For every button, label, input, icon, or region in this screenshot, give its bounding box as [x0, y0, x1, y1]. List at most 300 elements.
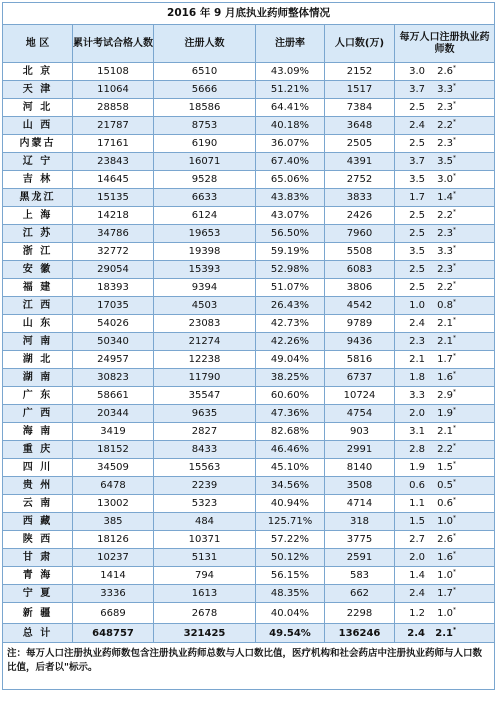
registered-cell: 18586 [154, 99, 256, 117]
ratio-cell [395, 153, 495, 171]
region-cell: 四 川 [3, 459, 73, 477]
region-cell: 内蒙古 [3, 135, 73, 153]
registered-cell: 2827 [154, 423, 256, 441]
ratio-cell [395, 441, 495, 459]
header-cumulative: 累计考试合格人数 [73, 25, 154, 63]
ratio-marked: 2.6 [437, 66, 453, 77]
registered-cell: 5131 [154, 549, 256, 567]
rate-cell: 40.04% [256, 603, 325, 624]
rate-cell: 49.04% [256, 351, 325, 369]
ratio-marked: 1.0 [437, 516, 453, 527]
region-cell: 浙 江 [3, 243, 73, 261]
ratio-star: * [453, 532, 456, 540]
table-row [3, 315, 495, 333]
total-ratio-all: 2.4 [407, 627, 425, 639]
ratio-all: 1.1 [409, 498, 425, 509]
ratio-cell [395, 135, 495, 153]
rate-cell: 67.40% [256, 153, 325, 171]
registered-cell: 5666 [154, 81, 256, 99]
region-cell: 宁 夏 [3, 585, 73, 603]
ratio-cell [395, 495, 495, 513]
ratio-star: * [453, 514, 456, 522]
rate-cell: 45.10% [256, 459, 325, 477]
region-cell: 黑龙江 [3, 189, 73, 207]
region-cell: 甘 肃 [3, 549, 73, 567]
ratio-all: 1.5 [409, 516, 425, 527]
ratio-cell [395, 405, 495, 423]
rate-cell: 65.06% [256, 171, 325, 189]
cumulative-cell: 6478 [73, 477, 154, 495]
population-cell: 583 [325, 567, 395, 585]
table-row [3, 261, 495, 279]
region-cell: 广 东 [3, 387, 73, 405]
ratio-marked: 1.0 [437, 570, 453, 581]
population-cell: 2591 [325, 549, 395, 567]
ratio-star: * [453, 334, 456, 342]
population-cell: 2752 [325, 171, 395, 189]
region-cell: 海 南 [3, 423, 73, 441]
cumulative-cell: 24957 [73, 351, 154, 369]
ratio-all: 3.5 [409, 174, 425, 185]
ratio-cell [395, 261, 495, 279]
table-row [3, 153, 495, 171]
rate-cell: 56.15% [256, 567, 325, 585]
ratio-star: * [453, 172, 456, 180]
table-row [3, 405, 495, 423]
ratio-cell [395, 513, 495, 531]
ratio-marked: 0.5 [437, 480, 453, 491]
ratio-all: 2.4 [409, 318, 425, 329]
rate-cell: 51.21% [256, 81, 325, 99]
region-cell: 吉 林 [3, 171, 73, 189]
rate-cell: 64.41% [256, 99, 325, 117]
rate-cell: 40.18% [256, 117, 325, 135]
rate-cell: 40.94% [256, 495, 325, 513]
ratio-all: 2.5 [409, 102, 425, 113]
cumulative-cell: 15108 [73, 63, 154, 81]
cumulative-cell: 50340 [73, 333, 154, 351]
table-note: 注：每万人口注册执业药师数包含注册执业药师总数与人口数比值，医疗机构和社会药店中注册执业药师与人口数比值，后者以"标示。 [3, 643, 495, 690]
population-cell: 2505 [325, 135, 395, 153]
pharmacist-stats-table [2, 2, 495, 690]
ratio-star: * [453, 298, 456, 306]
rate-cell: 56.50% [256, 225, 325, 243]
ratio-star: * [453, 370, 456, 378]
ratio-marked: 2.1 [437, 318, 453, 329]
cumulative-cell: 58661 [73, 387, 154, 405]
population-cell: 3508 [325, 477, 395, 495]
cumulative-cell: 32772 [73, 243, 154, 261]
ratio-all: 2.0 [409, 408, 425, 419]
population-cell: 3775 [325, 531, 395, 549]
registered-cell: 9528 [154, 171, 256, 189]
ratio-marked: 2.3 [437, 102, 453, 113]
ratio-all: 1.8 [409, 372, 425, 383]
rate-cell: 50.12% [256, 549, 325, 567]
total-ratio [395, 624, 495, 643]
ratio-cell [395, 297, 495, 315]
registered-cell: 6633 [154, 189, 256, 207]
population-cell: 5508 [325, 243, 395, 261]
cumulative-cell: 17035 [73, 297, 154, 315]
ratio-all: 2.5 [409, 138, 425, 149]
ratio-star: * [453, 136, 456, 144]
ratio-marked: 3.0 [437, 174, 453, 185]
cumulative-cell: 29054 [73, 261, 154, 279]
cumulative-cell: 21787 [73, 117, 154, 135]
rate-cell: 43.07% [256, 207, 325, 225]
rate-cell: 60.60% [256, 387, 325, 405]
population-cell: 4714 [325, 495, 395, 513]
ratio-cell [395, 531, 495, 549]
registered-cell: 1613 [154, 585, 256, 603]
cumulative-cell: 14218 [73, 207, 154, 225]
ratio-star: * [453, 568, 456, 576]
region-cell: 西 藏 [3, 513, 73, 531]
ratio-all: 1.7 [409, 192, 425, 203]
registered-cell: 16071 [154, 153, 256, 171]
ratio-cell [395, 243, 495, 261]
ratio-all: 1.0 [409, 300, 425, 311]
registered-cell: 2678 [154, 603, 256, 624]
region-cell: 湖 南 [3, 369, 73, 387]
population-cell: 5816 [325, 351, 395, 369]
cumulative-cell: 385 [73, 513, 154, 531]
population-cell: 6737 [325, 369, 395, 387]
population-cell: 9789 [325, 315, 395, 333]
table-row [3, 513, 495, 531]
ratio-star: * [453, 118, 456, 126]
ratio-marked: 2.3 [437, 138, 453, 149]
population-cell: 2991 [325, 441, 395, 459]
ratio-all: 3.7 [409, 84, 425, 95]
ratio-cell [395, 315, 495, 333]
ratio-cell [395, 585, 495, 603]
cumulative-cell: 11064 [73, 81, 154, 99]
rate-cell: 47.36% [256, 405, 325, 423]
header-region: 地 区 [3, 25, 73, 63]
ratio-all: 2.5 [409, 282, 425, 293]
table-row [3, 117, 495, 135]
ratio-all: 2.4 [409, 120, 425, 131]
ratio-all: 2.3 [409, 336, 425, 347]
ratio-all: 1.4 [409, 570, 425, 581]
ratio-star: * [453, 442, 456, 450]
ratio-cell [395, 117, 495, 135]
cumulative-cell: 13002 [73, 495, 154, 513]
ratio-star: * [453, 388, 456, 396]
table-row [3, 333, 495, 351]
cumulative-cell: 14645 [73, 171, 154, 189]
table-row [3, 351, 495, 369]
ratio-marked: 1.5 [437, 462, 453, 473]
ratio-cell [395, 459, 495, 477]
ratio-cell [395, 423, 495, 441]
region-cell: 河 南 [3, 333, 73, 351]
ratio-star: * [453, 460, 456, 468]
rate-cell: 42.26% [256, 333, 325, 351]
registered-cell: 6190 [154, 135, 256, 153]
rate-cell: 38.25% [256, 369, 325, 387]
cumulative-cell: 10237 [73, 549, 154, 567]
ratio-star: * [453, 316, 456, 324]
header-population: 人口数(万) [325, 25, 395, 63]
ratio-star: * [453, 262, 456, 270]
population-cell: 8140 [325, 459, 395, 477]
cumulative-cell: 18393 [73, 279, 154, 297]
table-row [3, 99, 495, 117]
rate-cell: 46.46% [256, 441, 325, 459]
population-cell: 4542 [325, 297, 395, 315]
total-registered: 321425 [154, 624, 256, 643]
cumulative-cell: 28858 [73, 99, 154, 117]
ratio-star: * [453, 244, 456, 252]
ratio-cell [395, 603, 495, 624]
ratio-marked: 1.9 [437, 408, 453, 419]
ratio-marked: 2.1 [437, 336, 453, 347]
ratio-star: * [453, 606, 456, 614]
ratio-cell [395, 99, 495, 117]
cumulative-cell: 17161 [73, 135, 154, 153]
rate-cell: 43.09% [256, 63, 325, 81]
population-cell: 318 [325, 513, 395, 531]
population-cell: 2152 [325, 63, 395, 81]
region-cell: 辽 宁 [3, 153, 73, 171]
table-row [3, 459, 495, 477]
ratio-marked: 0.6 [437, 498, 453, 509]
ratio-star: * [453, 82, 456, 90]
population-cell: 3648 [325, 117, 395, 135]
cumulative-cell: 6689 [73, 603, 154, 624]
table-row [3, 189, 495, 207]
population-cell: 2298 [325, 603, 395, 624]
ratio-star: * [453, 586, 456, 594]
registered-cell: 12238 [154, 351, 256, 369]
table-row [3, 63, 495, 81]
population-cell: 662 [325, 585, 395, 603]
ratio-star: * [453, 424, 456, 432]
population-cell: 9436 [325, 333, 395, 351]
cumulative-cell: 15135 [73, 189, 154, 207]
registered-cell: 5323 [154, 495, 256, 513]
ratio-star: * [453, 100, 456, 108]
region-cell: 北 京 [3, 63, 73, 81]
ratio-cell [395, 189, 495, 207]
population-cell: 4391 [325, 153, 395, 171]
ratio-cell [395, 567, 495, 585]
region-cell: 青 海 [3, 567, 73, 585]
ratio-cell [395, 333, 495, 351]
total-row [3, 624, 495, 643]
table-row [3, 297, 495, 315]
region-cell: 贵 州 [3, 477, 73, 495]
ratio-marked: 1.4 [437, 192, 453, 203]
ratio-cell [395, 225, 495, 243]
region-cell: 江 苏 [3, 225, 73, 243]
total-label: 总 计 [3, 624, 73, 643]
rate-cell: 57.22% [256, 531, 325, 549]
ratio-star: * [453, 64, 456, 72]
table-row [3, 369, 495, 387]
registered-cell: 2239 [154, 477, 256, 495]
cumulative-cell: 54026 [73, 315, 154, 333]
table-row [3, 387, 495, 405]
ratio-cell [395, 477, 495, 495]
table-row [3, 423, 495, 441]
population-cell: 7960 [325, 225, 395, 243]
total-ratio-star: * [453, 626, 457, 634]
rate-cell: 36.07% [256, 135, 325, 153]
ratio-star: * [453, 190, 456, 198]
registered-cell: 15563 [154, 459, 256, 477]
region-cell: 安 徽 [3, 261, 73, 279]
registered-cell: 10371 [154, 531, 256, 549]
total-ratio-marked: 2.1 [435, 627, 453, 639]
cumulative-cell: 34509 [73, 459, 154, 477]
table-row [3, 171, 495, 189]
ratio-cell [395, 81, 495, 99]
region-cell: 湖 北 [3, 351, 73, 369]
region-cell: 福 建 [3, 279, 73, 297]
ratio-all: 1.2 [409, 607, 425, 619]
ratio-star: * [453, 280, 456, 288]
table-row [3, 531, 495, 549]
total-cumulative: 648757 [73, 624, 154, 643]
ratio-star: * [453, 154, 456, 162]
cumulative-cell: 34786 [73, 225, 154, 243]
ratio-cell [395, 279, 495, 297]
rate-cell: 48.35% [256, 585, 325, 603]
population-cell: 3833 [325, 189, 395, 207]
ratio-marked: 2.2 [437, 444, 453, 455]
ratio-all: 2.0 [409, 552, 425, 563]
population-cell: 3806 [325, 279, 395, 297]
table-note-row [3, 643, 495, 690]
ratio-marked: 2.9 [437, 390, 453, 401]
ratio-all: 3.7 [409, 156, 425, 167]
table-row [3, 279, 495, 297]
registered-cell: 23083 [154, 315, 256, 333]
registered-cell: 35547 [154, 387, 256, 405]
rate-cell: 42.73% [256, 315, 325, 333]
ratio-cell [395, 387, 495, 405]
ratio-all: 2.5 [409, 228, 425, 239]
header-rate: 注册率 [256, 25, 325, 63]
rate-cell: 59.19% [256, 243, 325, 261]
region-cell: 天 津 [3, 81, 73, 99]
stats-table-container [2, 2, 494, 690]
rate-cell: 34.56% [256, 477, 325, 495]
rate-cell: 43.83% [256, 189, 325, 207]
table-row [3, 495, 495, 513]
cumulative-cell: 3419 [73, 423, 154, 441]
region-cell: 上 海 [3, 207, 73, 225]
cumulative-cell: 1414 [73, 567, 154, 585]
rate-cell: 125.71% [256, 513, 325, 531]
total-rate: 49.54% [256, 624, 325, 643]
region-cell: 山 东 [3, 315, 73, 333]
table-row [3, 441, 495, 459]
table-row [3, 567, 495, 585]
ratio-marked: 2.1 [437, 426, 453, 437]
region-cell: 山 西 [3, 117, 73, 135]
registered-cell: 11790 [154, 369, 256, 387]
region-cell: 云 南 [3, 495, 73, 513]
region-cell: 江 西 [3, 297, 73, 315]
rate-cell: 82.68% [256, 423, 325, 441]
ratio-star: * [453, 496, 456, 504]
table-row [3, 585, 495, 603]
ratio-cell [395, 369, 495, 387]
table-title-row [3, 3, 495, 25]
population-cell: 7384 [325, 99, 395, 117]
registered-cell: 8753 [154, 117, 256, 135]
ratio-all: 3.5 [409, 246, 425, 257]
ratio-cell [395, 207, 495, 225]
region-cell: 新 疆 [3, 603, 73, 624]
table-row [3, 135, 495, 153]
ratio-marked: 2.6 [437, 534, 453, 545]
ratio-marked: 2.3 [437, 264, 453, 275]
ratio-star: * [453, 208, 456, 216]
ratio-cell [395, 351, 495, 369]
rate-cell: 51.07% [256, 279, 325, 297]
table-row [3, 477, 495, 495]
region-cell: 广 西 [3, 405, 73, 423]
ratio-marked: 1.6 [437, 372, 453, 383]
ratio-all: 2.7 [409, 534, 425, 545]
table-header-row [3, 25, 495, 63]
header-ratio: 每万人口注册执业药师数 [395, 25, 495, 63]
table-row [3, 207, 495, 225]
table-row [3, 225, 495, 243]
header-registered: 注册人数 [154, 25, 256, 63]
ratio-star: * [453, 406, 456, 414]
ratio-marked: 2.2 [437, 210, 453, 221]
registered-cell: 484 [154, 513, 256, 531]
cumulative-cell: 18126 [73, 531, 154, 549]
population-cell: 4754 [325, 405, 395, 423]
population-cell: 2426 [325, 207, 395, 225]
rate-cell: 52.98% [256, 261, 325, 279]
ratio-cell [395, 549, 495, 567]
registered-cell: 19653 [154, 225, 256, 243]
ratio-marked: 3.5 [437, 156, 453, 167]
table-row [3, 81, 495, 99]
table-row [3, 243, 495, 261]
ratio-all: 2.8 [409, 444, 425, 455]
ratio-all: 2.1 [409, 354, 425, 365]
registered-cell: 794 [154, 567, 256, 585]
registered-cell: 6124 [154, 207, 256, 225]
ratio-all: 3.3 [409, 390, 425, 401]
ratio-all: 2.5 [409, 264, 425, 275]
cumulative-cell: 20344 [73, 405, 154, 423]
ratio-star: * [453, 478, 456, 486]
region-cell: 陕 西 [3, 531, 73, 549]
ratio-marked: 2.3 [437, 228, 453, 239]
cumulative-cell: 18152 [73, 441, 154, 459]
total-population: 136246 [325, 624, 395, 643]
registered-cell: 15393 [154, 261, 256, 279]
ratio-marked: 0.8 [437, 300, 453, 311]
ratio-all: 3.1 [409, 426, 425, 437]
ratio-all: 1.9 [409, 462, 425, 473]
registered-cell: 21274 [154, 333, 256, 351]
ratio-marked: 1.7 [437, 354, 453, 365]
region-cell: 重 庆 [3, 441, 73, 459]
registered-cell: 9635 [154, 405, 256, 423]
